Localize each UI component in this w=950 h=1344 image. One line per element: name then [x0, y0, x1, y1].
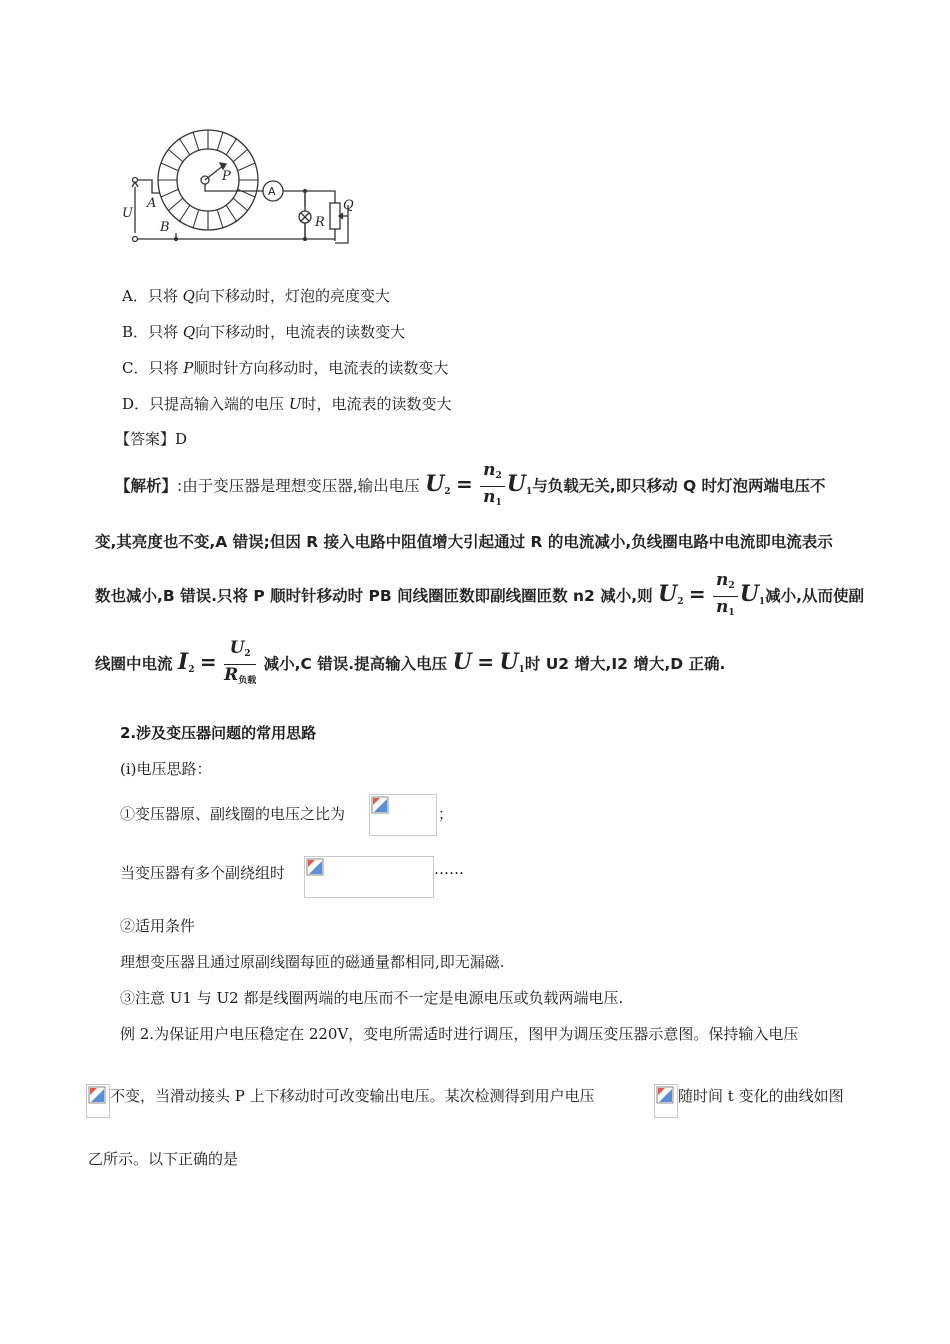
formula-image-placeholder-3	[86, 1084, 110, 1118]
fraction-n2-n1-2: $\frac{n_2}{n_1}$	[713, 570, 738, 623]
item-2-text: 理想变压器且通过原副线圈每匝的磁通量都相同,即无漏磁.	[120, 953, 505, 971]
broken-image-icon	[88, 1086, 106, 1104]
broken-image-icon	[656, 1086, 674, 1104]
broken-image-icon	[371, 796, 389, 814]
label-U: U	[122, 206, 133, 221]
example-line-1: 例 2.为保证用户电压稳定在 220V，变电所需适时进行调压，图甲为调压变压器示意图。保持输入电压	[120, 1025, 799, 1043]
option-d: D．只提高输入端的电压 U时，电流表的读数变大	[122, 395, 452, 413]
formula-image-placeholder-4	[654, 1084, 678, 1118]
voltage-idea: (i)电压思路：	[120, 760, 212, 778]
item-3: ③注意 U1 与 U2 都是线圈两端的电压而不一定是电源电压或负载两端电压.	[120, 989, 624, 1007]
item-1: ①变压器原、副线圈的电压之比为	[120, 805, 346, 823]
formula-image-placeholder-1	[369, 794, 437, 836]
label-Q: Q	[343, 198, 354, 213]
label-P: P	[222, 169, 231, 184]
analysis-line-1: 【解析】:由于变压器是理想变压器,输出电压 $U_2$ = $\frac{n_2}{n_1}$ $U_1$与负载无关,即只移动 Q 时灯泡两端电压不	[115, 460, 826, 513]
analysis-line-3: 数也减小,B 错误.只将 P 顺时针移动时 PB 间线圈匝数即副线圈匝数 n2 减小,则 $U_2$ = $\frac{n_2}{n_1}$ $U_1$减小,从而使副	[95, 570, 864, 623]
formula-image-placeholder-2	[304, 856, 434, 898]
example-line-2b: 随时间 t 变化的曲线如图	[678, 1087, 844, 1105]
analysis-line-4: 线圈中电流 $I_2$ = $\frac{U_2}{R_{负载}}$ 减小,C 错误.提高输入电压 $U = U_1$时 U2 增大,I2 增大,D 正确.	[95, 638, 725, 691]
analysis-line-2: 变,其亮度也不变,A 错误;但因 R 接入电路中阻值增大引起通过 R 的电流减小,负线圈电路中电流即电流表示	[95, 533, 833, 551]
example-line-3: 乙所示。以下正确的是	[88, 1150, 239, 1168]
transformer-circuit-diagram	[120, 125, 370, 250]
item-2: ②适用条件	[120, 917, 196, 935]
answer: 【答案】D	[115, 430, 188, 448]
option-b: B．只将 Q向下移动时，电流表的读数变大	[122, 323, 406, 341]
label-A: A	[147, 196, 157, 211]
broken-image-icon	[306, 858, 324, 876]
section-heading: 2.涉及变压器问题的常用思路	[120, 724, 317, 742]
fraction-n2-n1: $\frac{n_2}{n_1}$	[480, 460, 505, 513]
example-line-2a: 不变，当滑动接头 P 上下移动时可改变输出电压。某次检测得到用户电压	[110, 1087, 595, 1105]
analysis-label: 【解析】	[115, 477, 178, 495]
option-a: A．只将 Q向下移动时，灯泡的亮度变大	[122, 287, 390, 305]
label-B: B	[160, 220, 170, 235]
option-c: C．只将 P顺时针方向移动时，电流表的读数变大	[122, 359, 449, 377]
label-R: R	[315, 215, 325, 230]
fraction-u2-rload: $\frac{U_2}{R_{负载}}$	[224, 638, 257, 686]
item-1b: 当变压器有多个副绕组时	[120, 864, 286, 882]
ammeter-label: A	[268, 185, 276, 198]
